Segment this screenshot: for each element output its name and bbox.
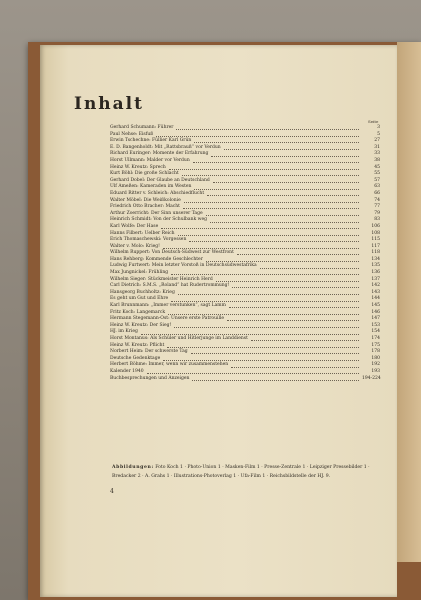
toc-leader-dots	[171, 274, 359, 275]
toc-leader-dots	[161, 228, 359, 229]
toc-entry-title: Ludwig Furtwert: Mein letzter Vorstoß in Deutschsüdwestafrika	[110, 263, 257, 269]
toc-leader-dots	[169, 169, 359, 170]
toc-leader-dots	[210, 222, 359, 223]
toc-entry-title: Kalender 1940	[110, 368, 144, 374]
toc-leader-dots	[141, 334, 359, 335]
toc-entry-title: Norbert Heim: Der schwerste Tag	[110, 349, 188, 355]
toc-leader-dots	[229, 307, 359, 308]
image-credits	[112, 464, 382, 481]
toc-entry-page: 79	[374, 210, 380, 216]
toc-entry-title: Hansgeorg Buchholtz: Krieg	[110, 289, 175, 295]
toc-entry	[110, 184, 380, 191]
toc-leader-dots	[176, 129, 359, 130]
toc-entry-page: 175	[371, 342, 380, 348]
toc-entry-title: Wilhelm Ruppert: Von Deutsch-Südwest zur Westfront	[110, 250, 234, 256]
toc-entry-page: 146	[371, 309, 380, 315]
toc-entry-title: Buchbesprechungen und Anzeigen	[110, 375, 190, 381]
toc-entry-page: 77	[374, 204, 380, 210]
toc-entry-page: 38	[374, 157, 380, 163]
page-edge	[397, 42, 421, 562]
toc-entry-page: 27	[374, 138, 380, 144]
toc-entry-title: E. D. Bangenholdt: Mit „Rattsbrauß“ vor Verdun	[110, 144, 221, 150]
toc-entry-page: 57	[374, 177, 380, 183]
toc-entry-page: 55	[374, 171, 380, 177]
toc-entry	[110, 171, 380, 178]
toc-leader-dots	[189, 241, 359, 242]
toc-leader-dots	[206, 215, 359, 216]
toc-entry-page: 144	[371, 296, 380, 302]
toc-entry-title: HJ. im Krieg	[110, 329, 138, 335]
toc-entry-title: Horst Montanus: Als Schüler und Hitlerjunge im Landdienst	[110, 336, 248, 341]
toc-entry-page: 178	[371, 349, 380, 355]
toc-entry-page: 147	[371, 316, 380, 322]
toc-leader-dots	[232, 287, 359, 288]
toc-entry-page: 45	[374, 164, 380, 170]
toc-entry	[110, 283, 380, 290]
toc-entry-page: 106	[371, 223, 380, 229]
toc-entry-title: Heinrich Schmidt: Von der Schulbank weg	[110, 217, 208, 223]
toc-leader-dots	[182, 175, 359, 176]
toc-leader-dots	[163, 248, 359, 249]
toc-entry-title: Heinz W. Kreutz: Sprech	[110, 164, 166, 170]
toc-entry-title: Es geht um Gut und Ehre	[110, 296, 169, 302]
toc-entry-title: Horst Ullmann: Malder vor Verdun	[110, 157, 190, 163]
toc-leader-dots	[193, 162, 359, 163]
toc-entry-page: 142	[371, 283, 380, 289]
table-of-contents	[110, 125, 380, 382]
toc-entry	[110, 158, 380, 165]
toc-entry	[110, 191, 380, 198]
toc-entry-title: Heinz W. Kreutz: Der Sieg!	[110, 322, 172, 328]
toc-entry-page: 3	[377, 125, 380, 130]
toc-entry	[110, 250, 380, 257]
toc-entry-title: Walter v. Molo: Krieg!	[110, 243, 160, 249]
toc-leader-dots	[163, 360, 359, 361]
toc-entry-page: 63	[374, 184, 380, 190]
toc-entry-title: Ulf Ameßen: Kameraden im Westen	[110, 184, 192, 190]
toc-leader-dots	[237, 254, 359, 255]
toc-entry-title: Herbert Böhme: Immer, wenn wir zusammenstehen	[110, 362, 229, 368]
toc-entry-page: 66	[374, 190, 380, 196]
toc-entry	[110, 138, 380, 145]
toc-entry-page: 135	[371, 263, 380, 269]
toc-entry	[110, 270, 380, 277]
toc-entry-title: Kurt Böhl: Die große Schlacht	[110, 171, 179, 177]
toc-entry-title: Hans Rehberg: Kommende Geschlechter	[110, 256, 203, 262]
toc-leader-dots	[194, 142, 359, 143]
toc-entry-title: Gerhard Dobel: Der Glaube an Deutschland	[110, 177, 210, 183]
toc-entry	[110, 362, 380, 369]
toc-entry-title: Erich Thomaschewski: Vorgessen	[110, 237, 187, 243]
toc-entry	[110, 204, 380, 211]
toc-entry	[110, 323, 380, 330]
toc-entry-page: 118	[371, 250, 380, 256]
toc-entry	[110, 125, 380, 132]
toc-leader-dots	[156, 136, 359, 137]
toc-entry-title: Paul Nehse: Eisfuß	[110, 131, 154, 137]
toc-entry-page: 31	[374, 144, 380, 150]
toc-entry-title: Arthur Zoerricht: Der Sinn unserer Tage	[110, 210, 203, 216]
toc-entry	[110, 303, 380, 310]
toc-entry-page: 83	[374, 217, 380, 223]
toc-leader-dots	[194, 189, 359, 190]
toc-entry	[110, 329, 380, 336]
toc-entry-page: 154	[371, 329, 380, 335]
toc-entry-title: Carl Dietrich: S.M.S. „Roland“ hat Rudertrommung!	[110, 283, 230, 289]
toc-entry-page: 193	[371, 368, 380, 374]
toc-entry	[110, 237, 380, 244]
toc-entry	[110, 336, 380, 343]
toc-entry-title: Karl Brunnmann: „Immer verstunken“, sagt Lamm	[110, 303, 226, 309]
toc-leader-dots	[224, 149, 359, 150]
toc-entry-page: 134	[371, 256, 380, 262]
toc-entry-title: Hanns Filbert: Uelber Reich	[110, 230, 175, 236]
toc-leader-dots	[227, 320, 359, 321]
toc-entry	[110, 224, 380, 231]
toc-entry	[110, 151, 380, 158]
toc-entry-page: 115	[371, 237, 380, 243]
page-title: Inhalt	[74, 94, 144, 114]
toc-entry-title: Fritz Koch: Langemarck	[110, 309, 166, 315]
toc-leader-dots	[192, 380, 359, 381]
toc-leader-dots	[211, 156, 359, 157]
toc-leader-dots	[174, 327, 359, 328]
toc-entry-page: 153	[371, 322, 380, 328]
toc-entry-page: 174	[371, 336, 380, 341]
toc-leader-dots	[178, 294, 359, 295]
toc-entry-title: Deutsche Gedenktage	[110, 355, 161, 361]
toc-entry-page: 137	[371, 276, 380, 282]
toc-entry-page: 143	[371, 289, 380, 295]
toc-entry-title: Max Jungnickel: Frühling	[110, 270, 169, 276]
page-column-label: Seite	[368, 119, 379, 124]
toc-entry-title: Friedrich Otto Bracher: Macht	[110, 204, 180, 210]
toc-entry-page: 180	[371, 355, 380, 361]
toc-entry	[110, 316, 380, 323]
toc-leader-dots	[260, 268, 359, 269]
toc-entry-title: Heinz W. Kreutz: Pflicht	[110, 342, 165, 348]
toc-entry-title: Gerhard Schumann: Führer	[110, 125, 174, 130]
toc-entry-page: 108	[371, 230, 380, 236]
toc-entry-title: Eduard Ritter v. Schleich: Abschiedflucht	[110, 190, 205, 196]
toc-entry-page: 192	[371, 362, 380, 368]
toc-entry-title: Karl Wolfe: Der Hase	[110, 223, 159, 229]
toc-entry-page: 33	[374, 151, 380, 157]
image-credits-label: Abbildungen:	[112, 465, 154, 470]
toc-entry-page: 117	[371, 243, 380, 249]
toc-entry	[110, 369, 380, 376]
toc-entry-title: Walter Möbel: Die Weißkolonie	[110, 197, 181, 203]
toc-leader-dots	[184, 202, 359, 203]
toc-leader-dots	[178, 235, 359, 236]
toc-entry-page: 145	[371, 303, 380, 309]
toc-leader-dots	[168, 314, 359, 315]
toc-entry-title: Erwin Tschechne: Füllier Karl Grün	[110, 138, 192, 144]
toc-entry-page: 194-224	[362, 375, 381, 381]
toc-entry-page: 74	[374, 197, 380, 203]
toc-entry-title: Hermann Stegemann-Ost: Unsere erste Patrouille	[110, 316, 225, 322]
toc-entry	[110, 217, 380, 224]
toc-leader-dots	[167, 347, 359, 348]
toc-leader-dots	[171, 301, 359, 302]
toc-entry	[110, 349, 380, 356]
toc-leader-dots	[216, 281, 359, 282]
image-credits-text: Foto Koch 1 · Photo-Union 1 · Masken-Film 1 · Presse-Zentrale 1 · Leipziger Pressebilder 1 · Bredacker 2 · A. Grahs 1 · Illustrations-Photoverlag 1 · Ufa-Film 1 · Reichsbildstelle der HJ. 9.	[112, 465, 370, 479]
toc-entry	[110, 376, 380, 383]
toc-leader-dots	[213, 182, 359, 183]
toc-leader-dots	[183, 208, 359, 209]
toc-leader-dots	[251, 340, 359, 341]
toc-leader-dots	[206, 261, 359, 262]
toc-leader-dots	[207, 195, 359, 196]
toc-leader-dots	[191, 353, 359, 354]
toc-entry-title: Wilhelm Sieger: Stückmeister Heinrich Herd	[110, 276, 213, 282]
toc-leader-dots	[147, 373, 359, 374]
toc-entry-title: Richard Euringer: Momente der Erfahrung	[110, 151, 209, 157]
toc-entry-page: 136	[371, 270, 380, 276]
toc-entry-page: 5	[377, 131, 380, 137]
page-number: 4	[110, 488, 114, 495]
toc-leader-dots	[231, 367, 359, 368]
